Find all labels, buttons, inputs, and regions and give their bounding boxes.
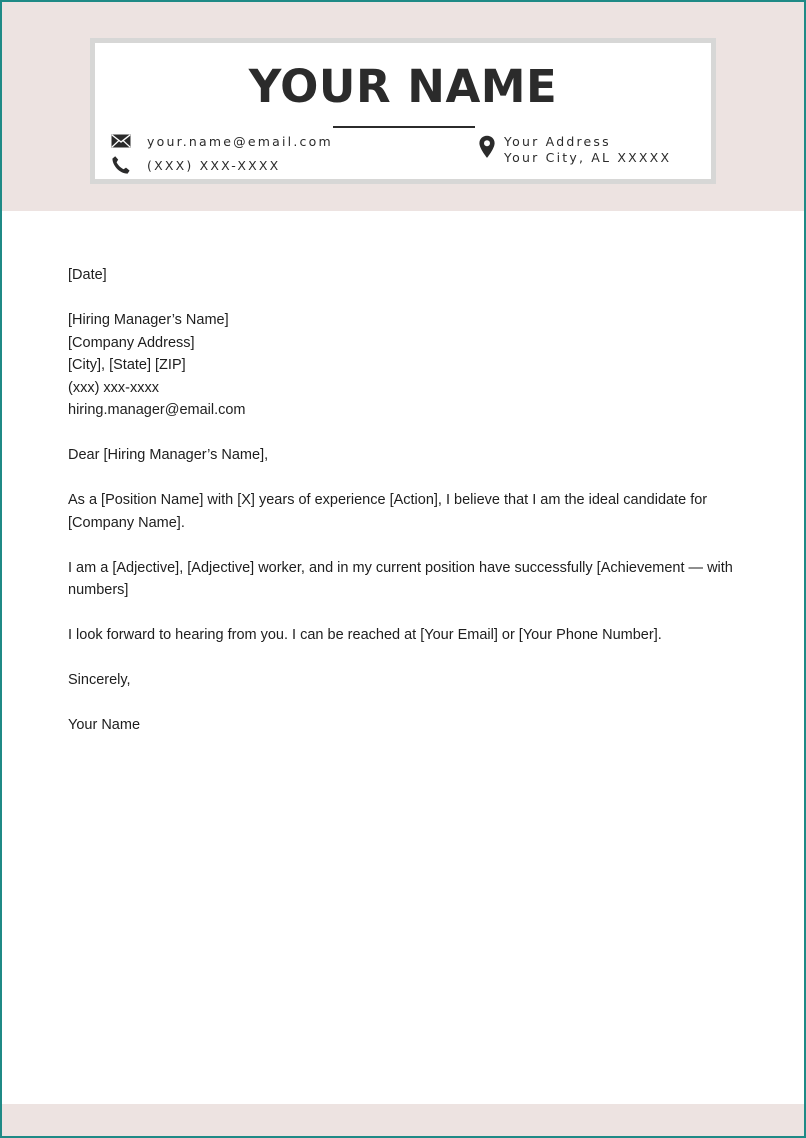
address-line-1: Your Address xyxy=(504,134,611,149)
map-pin-icon xyxy=(478,135,496,159)
footer-band xyxy=(2,1104,804,1136)
body-paragraph: I look forward to hearing from you. I can be reached at [Your Email] or [Your Phone Number]. xyxy=(68,627,662,643)
recipient-phone: (xxx) xxx-xxxx xyxy=(68,379,160,396)
letter-date: [Date] xyxy=(68,267,107,283)
signature: Your Name xyxy=(68,717,141,733)
phone-icon xyxy=(111,155,135,175)
recipient-email: hiring.manager@email.com xyxy=(68,402,246,418)
recipient-block xyxy=(68,309,738,422)
phone-contact xyxy=(111,155,280,175)
salutation: Dear [Hiring Manager’s Name], xyxy=(68,447,269,463)
header-card xyxy=(90,38,716,184)
envelope-icon xyxy=(111,131,135,151)
phone-text: (XXX) XXX-XXXX xyxy=(147,157,281,173)
email-text: your.name@email.com xyxy=(147,133,333,149)
email-contact xyxy=(111,131,333,151)
recipient-company-address: [Company Address] xyxy=(68,334,195,351)
recipient-city-state-zip: [City], [State] [ZIP] xyxy=(68,357,186,373)
recipient-name: [Hiring Manager’s Name] xyxy=(68,312,229,328)
body-paragraph: As a [Position Name] with [X] years of experience [Action], I believe that I am the ideal candidate for [Company Name]. xyxy=(68,492,708,531)
closing: Sincerely, xyxy=(68,672,131,688)
body-paragraph: I am a [Adjective], [Adjective] worker, and in my current position have successfully [Achievement — with numbers] xyxy=(68,559,733,598)
letter-body xyxy=(68,264,738,759)
address-line-2: Your City, AL XXXXX xyxy=(504,150,672,165)
address-contact xyxy=(478,134,671,166)
name-divider xyxy=(333,126,475,128)
applicant-name: YOUR NAME xyxy=(248,60,558,113)
